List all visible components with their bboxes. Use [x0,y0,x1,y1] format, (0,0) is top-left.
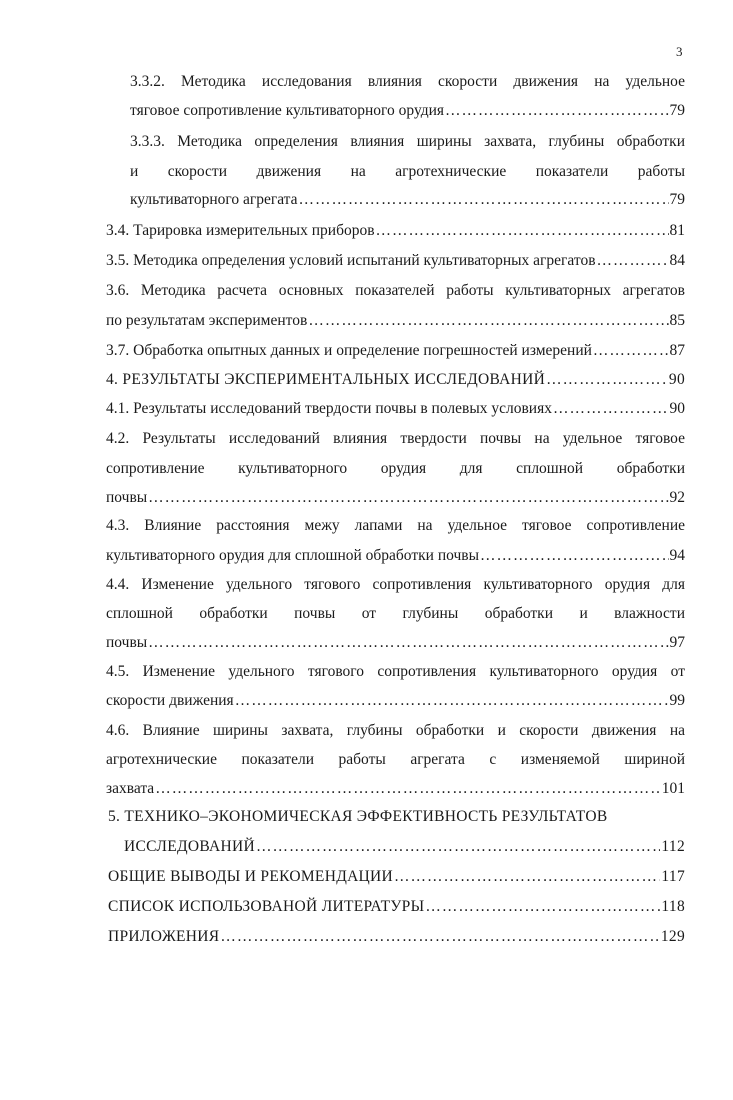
toc-entry-references [108,896,685,918]
toc-entry-title: культиваторного орудия для сплошной обработки почвы [106,547,479,564]
toc-entry-3-3-2-line2 [130,100,685,122]
toc-entry-title: 3.7. Обработка опытных данных и определение погрешностей измерений [106,342,592,359]
dot-leader [235,690,669,712]
dot-leader [148,632,668,654]
toc-page-number: 90 [669,400,685,417]
toc-entry-title: почвы [106,634,148,651]
toc-entry-title: культиваторного агрегата [130,191,298,208]
toc-entry-4-4-line3 [106,632,685,654]
toc-page-number: 79 [669,191,685,208]
toc-entry-3-6-line1: 3.6. Методика расчета основных показателей работы культиваторных агрегатов [106,282,685,299]
toc-page-number: 94 [669,547,685,564]
toc-entry-3-4 [106,220,685,242]
toc-entry-4-2-line1: 4.2. Результаты исследований влияния твердости почвы на удельное тяговое [106,430,685,447]
toc-entry-title: почвы [106,489,148,506]
dot-leader [425,896,660,918]
toc-entry-4 [106,369,685,391]
toc-entry-4-5-line2 [106,690,685,712]
toc-entry-3-3-3-line3 [130,189,685,211]
toc-page-number: 97 [669,634,685,651]
toc-entry-4-6-line2: агротехнические показатели работы агрегата с изменяемой шириной [106,751,685,768]
dot-leader [597,250,669,272]
dot-leader [148,487,668,509]
toc-entry-title: тяговое сопротивление культиваторного орудия [130,102,445,119]
toc-entry-title: захвата [106,780,155,797]
toc-page-number: 92 [669,489,685,506]
toc-page-number: 99 [669,692,685,709]
dot-leader [299,189,669,211]
dot-leader [220,926,659,948]
toc-page-number: 81 [669,222,685,239]
toc-entry-4-6-line1: 4.6. Влияние ширины захвата, глубины обработки и скорости движения на [106,722,685,739]
dot-leader [256,836,660,858]
dot-leader [155,778,661,800]
toc-page-number: 84 [669,252,685,269]
toc-entry-3-3-2-line1: 3.3.2. Методика исследования влияния скорости движения на удельное [130,73,685,90]
toc-entry-title: 3.5. Методика определения условий испытаний культиваторных агрегатов [106,252,596,269]
dot-leader [546,369,668,391]
toc-entry-3-6-line2 [106,310,685,332]
toc-entry-title: 4.1. Результаты исследований твердости почвы в полевых условиях [106,400,552,417]
toc-entry-3-5 [106,250,685,272]
dot-leader [593,340,669,362]
toc-entry-4-1 [106,398,685,420]
toc-page-number: 85 [669,312,685,329]
toc-page-number: 87 [669,342,685,359]
toc-entry-title: ОБЩИЕ ВЫВОДЫ И РЕКОМЕНДАЦИИ [108,868,394,885]
toc-entry-title: ПРИЛОЖЕНИЯ [108,928,220,945]
toc-page-number: 112 [661,838,685,855]
toc-entry-title: 3.4. Тарировка измерительных приборов [106,222,375,239]
toc-entry-title: СПИСОК ИСПОЛЬЗОВАНОЙ ЛИТЕРАТУРЫ [108,898,425,915]
toc-entry-4-3-line2 [106,545,685,567]
toc-entry-3-3-3-line2: и скорости движения на агротехнические показатели работы [130,163,685,180]
toc-page-number: 90 [668,371,685,388]
toc-entry-4-2-line2: сопротивление культиваторного орудия для сплошной обработки [106,460,685,477]
toc-page-number: 129 [660,928,685,945]
toc-entry-conclusions [108,866,685,888]
toc-entry-4-5-line1: 4.5. Изменение удельного тягового сопротивления культиваторного орудия от [106,663,685,680]
dot-leader [394,866,660,888]
toc-entry-title: по результатам экспериментов [106,312,308,329]
dot-leader [445,100,668,122]
toc-entry-4-6-line3 [106,778,685,800]
dot-leader [553,398,669,420]
toc-page-number: 117 [661,868,685,885]
toc-page-number: 79 [669,102,685,119]
toc-entry-5-line2 [124,836,685,858]
page-number: 3 [676,44,683,59]
toc-entry-title: скорости движения [106,692,234,709]
dot-leader [376,220,669,242]
dot-leader [480,545,669,567]
toc-page-number: 118 [661,898,685,915]
toc-entry-4-3-line1: 4.3. Влияние расстояния межу лапами на удельное тяговое сопротивление [106,517,685,534]
toc-entry-3-7 [106,340,685,362]
toc-entry-4-4-line2: сплошной обработки почвы от глубины обработки и влажности [106,605,685,622]
dot-leader [308,310,668,332]
toc-page-number: 101 [661,780,685,797]
toc-entry-appendices [108,926,685,948]
toc-entry-title: 4. РЕЗУЛЬТАТЫ ЭКСПЕРИМЕНТАЛЬНЫХ ИССЛЕДОВАНИЙ [106,371,546,388]
toc-entry-4-4-line1: 4.4. Изменение удельного тягового сопротивления культиваторного орудия для [106,576,685,593]
toc-entry-title: ИССЛЕДОВАНИЙ [124,838,255,855]
toc-entry-5-line1: 5. ТЕХНИКО–ЭКОНОМИЧЕСКАЯ ЭФФЕКТИВНОСТЬ РЕЗУЛЬТАТОВ [108,808,608,825]
toc-entry-4-2-line3 [106,487,685,509]
toc-entry-3-3-3-line1: 3.3.3. Методика определения влияния ширины захвата, глубины обработки [130,133,685,150]
